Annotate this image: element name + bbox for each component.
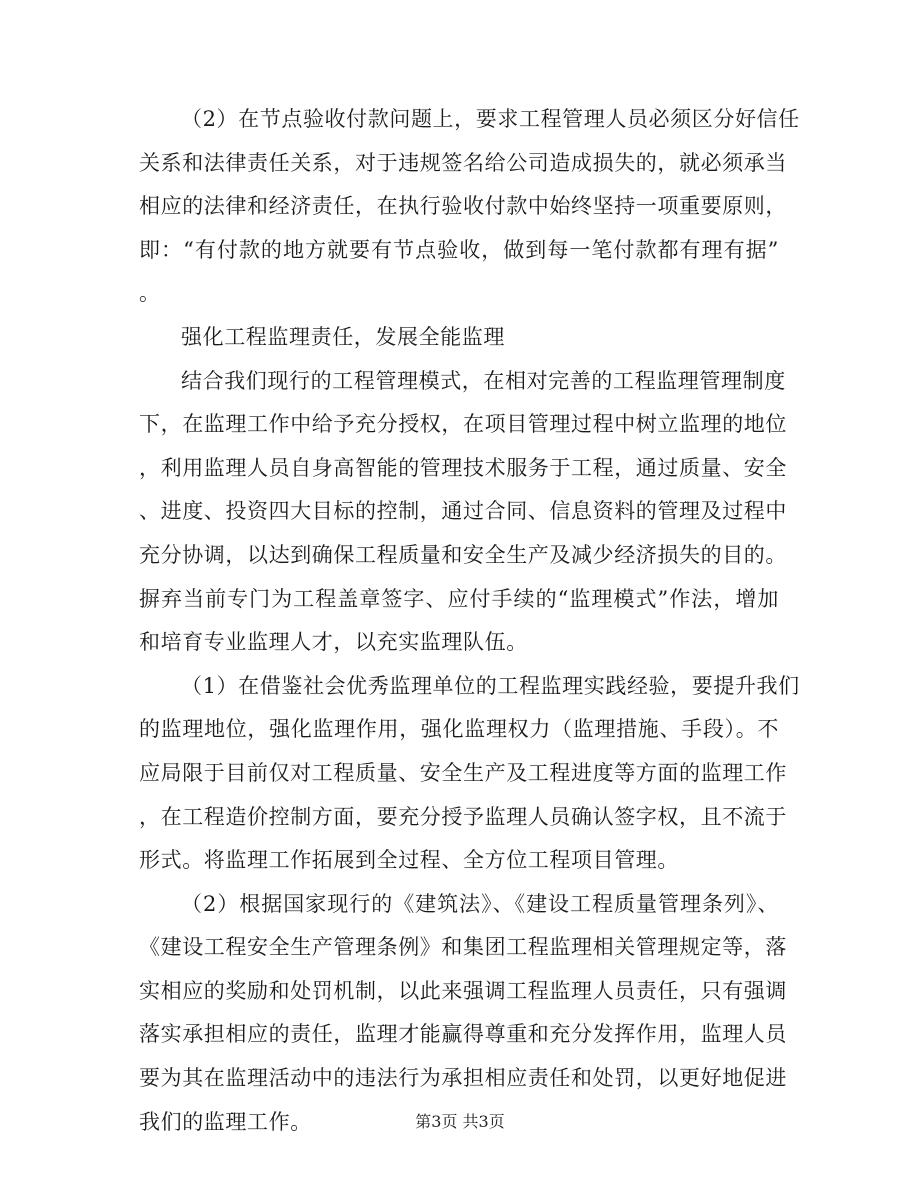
text-line: 的监理地位，强化监理作用，强化监理权力（监理措施、手段）。不 bbox=[139, 717, 779, 742]
text-line: 下，在监理工作中给予充分授权，在项目管理过程中树立监理的地位 bbox=[139, 412, 787, 437]
text-line: 要为其在监理活动中的违法行为承担相应责任和处罚，以更好地促进 bbox=[139, 1066, 787, 1091]
text-line: 实相应的奖励和处罚机制，以此来强调工程监理人员责任，只有强调 bbox=[139, 978, 787, 1003]
text-line: 、进度、投资四大目标的控制，通过合同、信息资料的管理及过程中 bbox=[139, 499, 787, 524]
text-line: 和培育专业监理人才，以充实监理队伍。 bbox=[139, 630, 528, 655]
text-line: 摒弃当前专门为工程盖章签字、应付手续的“监理模式”作法，增加 bbox=[139, 586, 779, 611]
text-line: 《建设工程安全生产管理条例》和集团工程监理相关管理规定等，落 bbox=[139, 935, 787, 960]
text-line: 我们的监理工作。 bbox=[139, 1109, 312, 1134]
text-line: 关系和法律责任关系，对于违规签名给公司造成损失的，就必须承当 bbox=[139, 150, 787, 175]
text-line: 相应的法律和经济责任，在执行验收付款中始终坚持一项重要原则， bbox=[139, 194, 787, 219]
text-line: （1）在借鉴社会优秀监理单位的工程监理实践经验，要提升我们 bbox=[181, 673, 800, 698]
text-line: （2）根据国家现行的《建筑法》、《建设工程质量管理条列》、 bbox=[181, 891, 779, 916]
text-line: 落实承担相应的责任，监理才能赢得尊重和充分发挥作用，监理人员 bbox=[139, 1022, 787, 1047]
text-line: ，利用监理人员自身高智能的管理技术服务于工程，通过质量、安全 bbox=[139, 455, 787, 480]
text-line: （2）在节点验收付款问题上，要求工程管理人员必须区分好信任 bbox=[181, 107, 800, 131]
text-line: ，在工程造价控制方面，要充分授予监理人员确认签字权，且不流于 bbox=[139, 804, 787, 829]
text-line: 形式。将监理工作拓展到全过程、全方位工程项目管理。 bbox=[139, 848, 679, 873]
text-line: 强化工程监理责任，发展全能监理 bbox=[181, 324, 505, 349]
text-line: 结合我们现行的工程管理模式，在相对完善的工程监理管理制度 bbox=[181, 368, 786, 393]
document-body bbox=[139, 98, 800, 1144]
text-line: 应局限于目前仅对工程质量、安全生产及工程进度等方面的监理工作 bbox=[139, 760, 787, 785]
page-number-footer: 第3页 共3页 bbox=[415, 1112, 505, 1131]
text-line: 充分协调，以达到确保工程质量和安全生产及减少经济损失的目的。 bbox=[139, 542, 787, 567]
text-line: 即：“有付款的地方就要有节点验收，做到每一笔付款都有理有据” bbox=[139, 237, 779, 262]
text-line: 。 bbox=[139, 281, 161, 306]
